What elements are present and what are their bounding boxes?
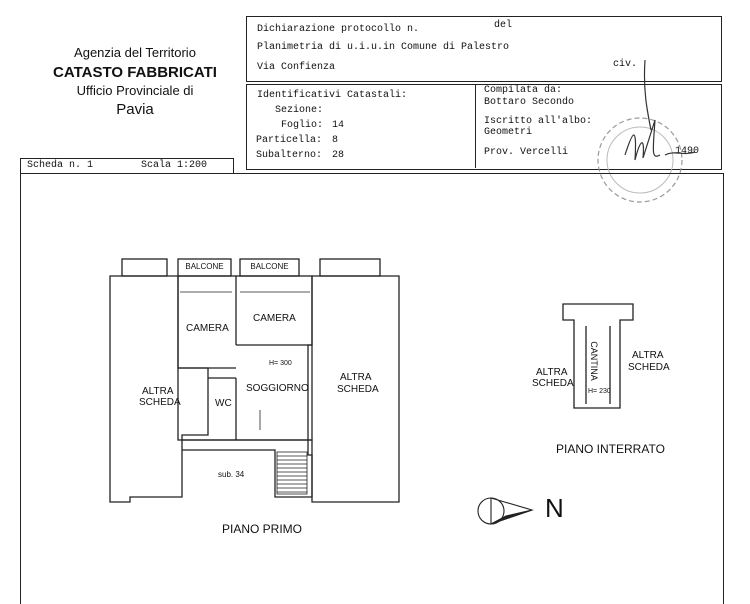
north-label: N (545, 493, 564, 523)
other-sheet-basement-right-2: SCHEDA (628, 362, 670, 373)
del-label: del (494, 20, 513, 31)
other-sheet-right-2: SCHEDA (337, 384, 379, 395)
agency-name: Agenzia del Territorio (74, 45, 196, 60)
subalterno-value: 28 (332, 150, 345, 161)
province-label: Prov. Vercelli (484, 147, 569, 158)
other-sheet-left-2: SCHEDA (139, 397, 181, 408)
scala-label: Scala 1:200 (141, 160, 208, 171)
room-cantina: CANTINA (588, 341, 599, 381)
room-camera-left: CAMERA (186, 323, 229, 334)
foglio-value: 14 (332, 120, 345, 131)
height-basement: H= 230 (588, 388, 611, 395)
compiled-name: Bottaro Secondo (484, 97, 575, 108)
cadastral-heading: Identificativi Catastali: (257, 90, 408, 101)
scheda-label: Scheda n. 1 (27, 160, 94, 171)
agency-office: Ufficio Provinciale di (76, 83, 194, 98)
room-soggiorno: SOGGIORNO (246, 383, 309, 394)
register-value: Geometri (484, 127, 533, 138)
foglio-label: Foglio: (281, 120, 324, 131)
balcony-left-label: BALCONE (185, 262, 224, 271)
north-arrow-icon (478, 498, 532, 524)
room-wc: WC (215, 398, 232, 409)
planimetry-line: Planimetria di u.i.u.in Comune di Palestro (257, 42, 510, 53)
civ-label: civ. (613, 59, 638, 70)
particella-label: Particella: (256, 135, 323, 146)
agency-catasto: CATASTO FABBRICATI (53, 64, 217, 81)
sub-34-label: sub. 34 (218, 470, 245, 479)
particella-value: 8 (332, 135, 339, 146)
balcony-right-label: BALCONE (250, 262, 289, 271)
floor-title-basement: PIANO INTERRATO (556, 442, 665, 456)
subalterno-label: Subalterno: (256, 150, 323, 161)
room-camera-right: CAMERA (253, 313, 296, 324)
floor-title-first: PIANO PRIMO (222, 522, 303, 536)
register-number: 1490 (675, 146, 700, 157)
other-sheet-left-1: ALTRA (142, 386, 174, 397)
other-sheet-right-1: ALTRA (340, 372, 372, 383)
height-first-floor: H= 300 (269, 360, 292, 367)
compiled-label: Compilata da: (484, 85, 563, 96)
other-sheet-basement-right-1: ALTRA (632, 350, 664, 361)
other-sheet-basement-left-1: ALTRA (536, 367, 568, 378)
agency-province: Pavia (116, 101, 154, 118)
address: Via Confienza (257, 62, 336, 73)
register-label: Iscritto all'albo: (484, 116, 593, 127)
sezione-label: Sezione: (275, 105, 324, 116)
other-sheet-basement-left-2: SCHEDA (532, 378, 574, 389)
protocol-label: Dichiarazione protocollo n. (257, 24, 420, 35)
